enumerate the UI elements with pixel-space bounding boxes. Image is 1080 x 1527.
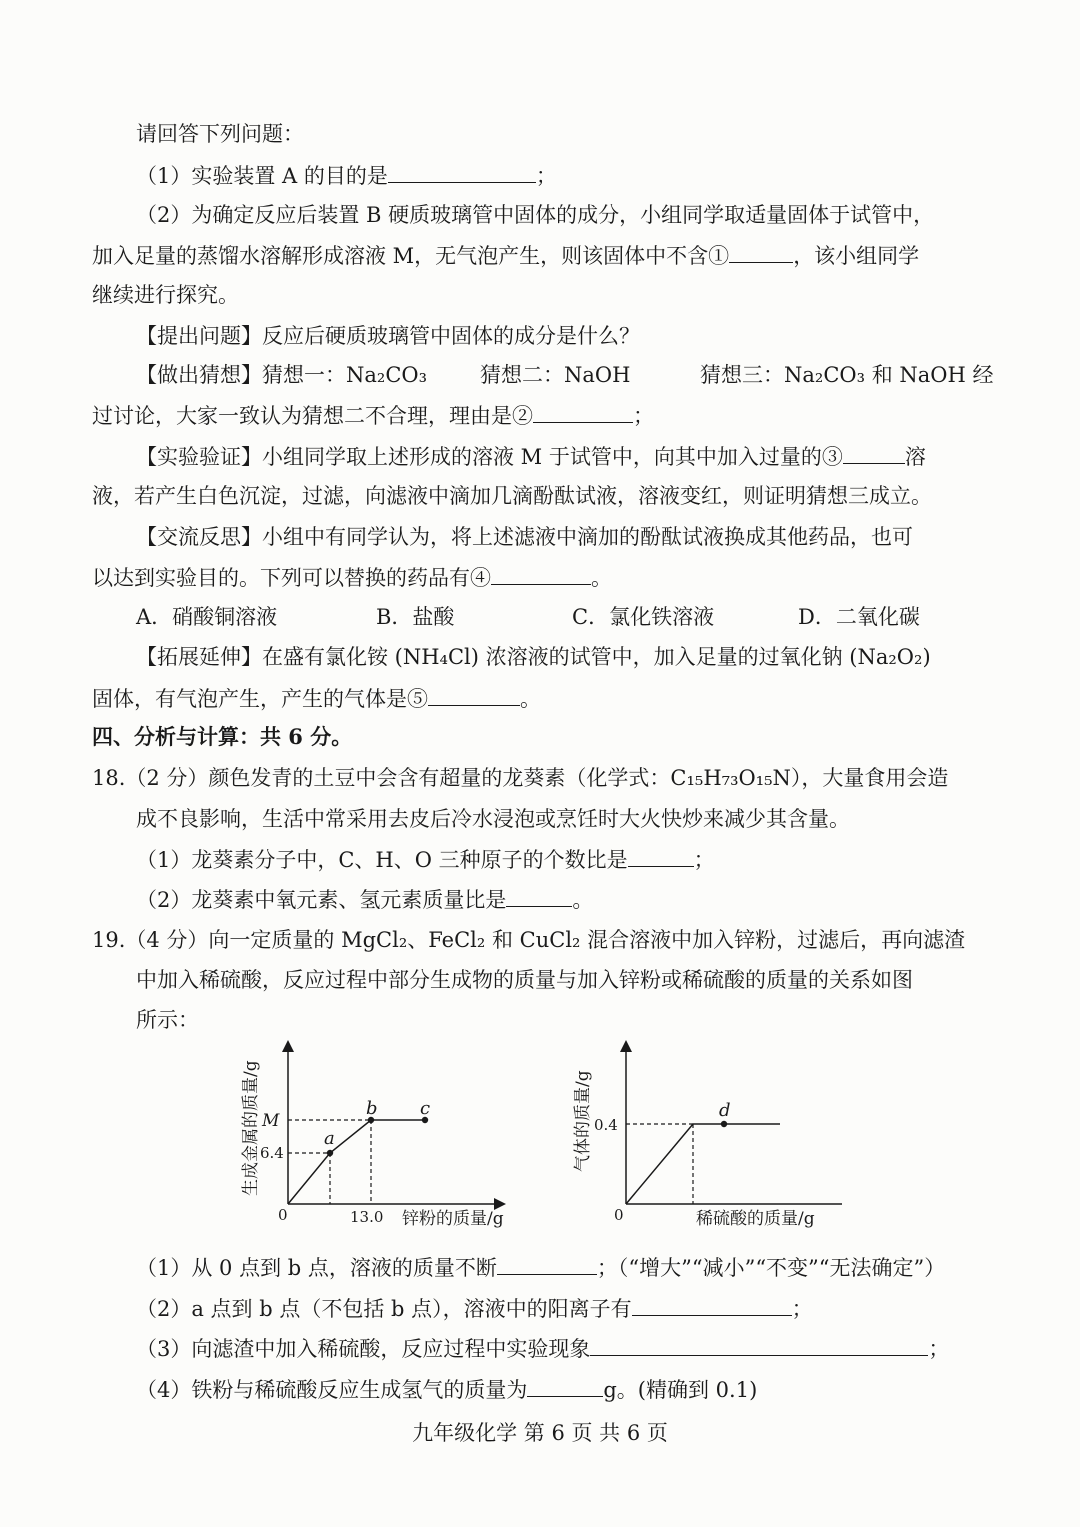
q18-line2: 成不良影响，生活中常采用去皮后冷水浸泡或烹饪时大火快炒来减少其含量。 [136, 807, 850, 831]
origin-label: 0 [614, 1206, 624, 1224]
intro-text: 请回答下列问题： [136, 122, 304, 146]
answer-blank[interactable] [491, 562, 591, 585]
answer-blank[interactable] [729, 240, 793, 263]
y-axis-label: 气体的质量/g [573, 1070, 593, 1172]
reflect-line1: 【交流反思】小组中有同学认为，将上述滤液中滴加的酚酞试液换成其他药品，也可 [136, 525, 913, 549]
question-2-line3: 继续进行探究。 [92, 283, 239, 307]
reflect-line2: 以达到实验目的。下列可以替换的药品有④ 。 [92, 562, 612, 592]
answer-blank[interactable] [527, 1374, 603, 1397]
answer-blank[interactable] [533, 400, 633, 423]
q19-line3: 所示： [136, 1008, 199, 1032]
option-d: D．二氧化碳 [798, 605, 920, 629]
q18-sub2: （2）龙葵素中氧元素、氢元素质量比是 。 [136, 884, 593, 914]
option-c: C．氯化铁溶液 [572, 605, 715, 629]
point-d-label: d [719, 1100, 731, 1121]
origin-label: 0 [278, 1206, 288, 1224]
option-b: B．盐酸 [376, 605, 455, 629]
y-axis-label: 生成金属的质量/g [241, 1060, 261, 1196]
answer-blank[interactable] [590, 1333, 928, 1356]
guess-line1: 【做出猜想】猜想一：Na₂CO₃ 猜想二：NaOH 猜想三：Na₂CO₃ 和 NaOH 经 [136, 363, 994, 387]
answer-blank[interactable] [388, 160, 536, 183]
graph-metal-mass [230, 1038, 530, 1238]
x-axis-label: 锌粉的质量/g [402, 1209, 504, 1229]
option-a: A．硝酸铜溶液 [136, 605, 278, 629]
q19-sub3: （3）向滤渣中加入稀硫酸，反应过程中实验现象 ； [136, 1333, 949, 1363]
x-axis-label: 稀硫酸的质量/g [696, 1209, 815, 1229]
graph-gas-mass [562, 1038, 852, 1238]
x-tick-13: 13.0 [350, 1208, 384, 1226]
question-2-line1: （2）为确定反应后装置 B 硬质玻璃管中固体的成分，小组同学取适量固体于试管中， [136, 203, 935, 227]
answer-blank[interactable] [628, 844, 694, 867]
graph-line [626, 1124, 780, 1204]
question-1: （1）实验装置 A 的目的是 ； [136, 160, 557, 190]
y-tick-0-4: 0.4 [594, 1116, 618, 1134]
q19-line2: 中加入稀硫酸，反应过程中部分生成物的质量与加入锌粉或稀硫酸的质量的关系如图 [136, 968, 913, 992]
q19-sub1: （1）从 0 点到 b 点，溶液的质量不断 ；（“增大”“减小”“不变”“无法确定”） [136, 1252, 945, 1282]
verify-line2: 液，若产生白色沉淀，过滤，向滤液中滴加几滴酚酞试液，溶液变红，则证明猜想三成立。 [92, 484, 932, 508]
y-tick-m: M [262, 1111, 280, 1131]
answer-blank[interactable] [506, 884, 572, 907]
guess-line2: 过讨论，大家一致认为猜想二不合理，理由是② ； [92, 400, 654, 430]
q19-sub4: （4）铁粉与稀硫酸反应生成氢气的质量为 g。(精确到 0.1) [136, 1374, 757, 1404]
y-tick-6-4: 6.4 [260, 1144, 284, 1162]
graph-line [288, 1120, 425, 1204]
q18-sub1: （1）龙葵素分子中，C、H、O 三种原子的个数比是 ； [136, 844, 715, 874]
q18-line1: 18.（2 分）颜色发青的土豆中会含有超量的龙葵素（化学式：C₁₅H₇₃O₁₅N），大量食用会造 [92, 766, 949, 790]
reflect-options [136, 602, 1018, 632]
section-title: 四、分析与计算：共 6 分。 [92, 724, 353, 749]
point-a [327, 1150, 333, 1156]
page-footer: 九年级化学 第 6 页 共 6 页 [412, 1421, 668, 1445]
extend-line1: 【拓展延伸】在盛有氯化铵 (NH₄Cl) 浓溶液的试管中，加入足量的过氧化钠 (Na₂O₂) [136, 645, 931, 669]
answer-blank[interactable] [632, 1293, 792, 1316]
ask-question: 【提出问题】反应后硬质玻璃管中固体的成分是什么？ [136, 324, 640, 348]
point-b-label: b [366, 1098, 378, 1119]
point-c-label: c [420, 1098, 431, 1119]
q19-sub2: （2）a 点到 b 点（不包括 b 点），溶液中的阳离子有 ； [136, 1293, 813, 1323]
point-a-label: a [324, 1128, 335, 1149]
answer-blank[interactable] [843, 441, 905, 464]
extend-line2: 固体，有气泡产生，产生的气体是⑤ 。 [92, 683, 541, 713]
q19-line1: 19.（4 分）向一定质量的 MgCl₂、FeCl₂ 和 CuCl₂ 混合溶液中加入锌粉，过滤后，再向滤渣 [92, 928, 966, 952]
answer-blank[interactable] [428, 683, 520, 706]
question-2-line2: 加入足量的蒸馏水溶解形成溶液 M，无气泡产生，则该固体中不含① ，该小组同学 [92, 240, 919, 270]
answer-blank[interactable] [497, 1252, 597, 1275]
verify-line1: 【实验验证】小组同学取上述形成的溶液 M 于试管中，向其中加入过量的③ 溶 [136, 441, 926, 471]
point-d [721, 1121, 727, 1127]
